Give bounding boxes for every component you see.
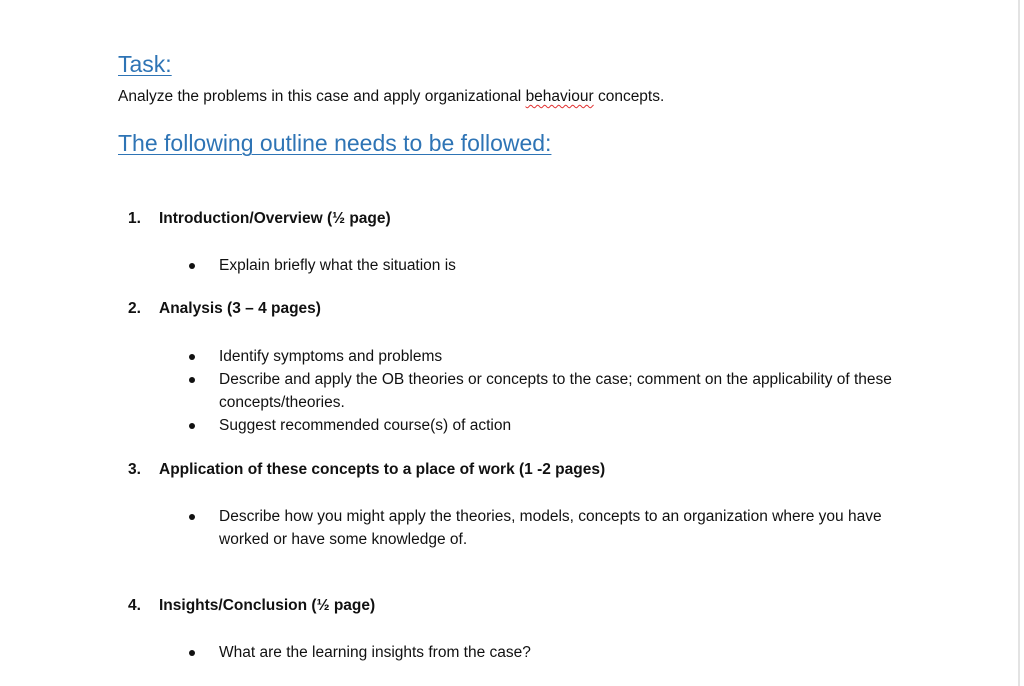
section-3-title: Application of these concepts to a place of work (1 -2 pages) xyxy=(159,461,606,478)
task-description xyxy=(118,85,664,108)
spellcheck-flagged-word[interactable]: behaviour xyxy=(525,88,594,105)
bullet-icon xyxy=(189,650,195,656)
task-heading: Task: xyxy=(118,51,172,77)
section-2-title: Analysis (3 – 4 pages) xyxy=(159,300,321,317)
section-1-title: Introduction/Overview (½ page) xyxy=(159,210,391,227)
section-2-bullet-1: Identify symptoms and problems xyxy=(219,348,443,365)
bullet-icon xyxy=(189,354,195,360)
bullet-icon xyxy=(189,423,195,429)
bullet-icon xyxy=(189,514,195,520)
section-4-number: 4. xyxy=(128,597,141,614)
section-3-number: 3. xyxy=(128,461,141,478)
section-4-bullet-1: What are the learning insights from the case? xyxy=(219,644,531,661)
section-2-bullet-3: Suggest recommended course(s) of action xyxy=(219,417,512,434)
section-3-bullet-1: Describe how you might apply the theories, models, concepts to an organization where you have worked or have some knowledge of. xyxy=(219,508,882,548)
outline-heading: The following outline needs to be followed: xyxy=(118,130,552,156)
section-2-number: 2. xyxy=(128,300,141,317)
bullet-icon xyxy=(189,263,195,269)
task-text-before: Analyze the problems in this case and apply organizational xyxy=(118,88,526,105)
bullet-icon xyxy=(189,377,195,383)
section-1-number: 1. xyxy=(128,210,141,227)
section-1-bullet-1: Explain briefly what the situation is xyxy=(219,257,456,274)
section-4-title: Insights/Conclusion (½ page) xyxy=(159,597,376,614)
section-2-bullet-2: Describe and apply the OB theories or concepts to the case; comment on the applicability of these concepts/theories. xyxy=(219,371,892,411)
task-text-after: concepts. xyxy=(593,88,665,105)
